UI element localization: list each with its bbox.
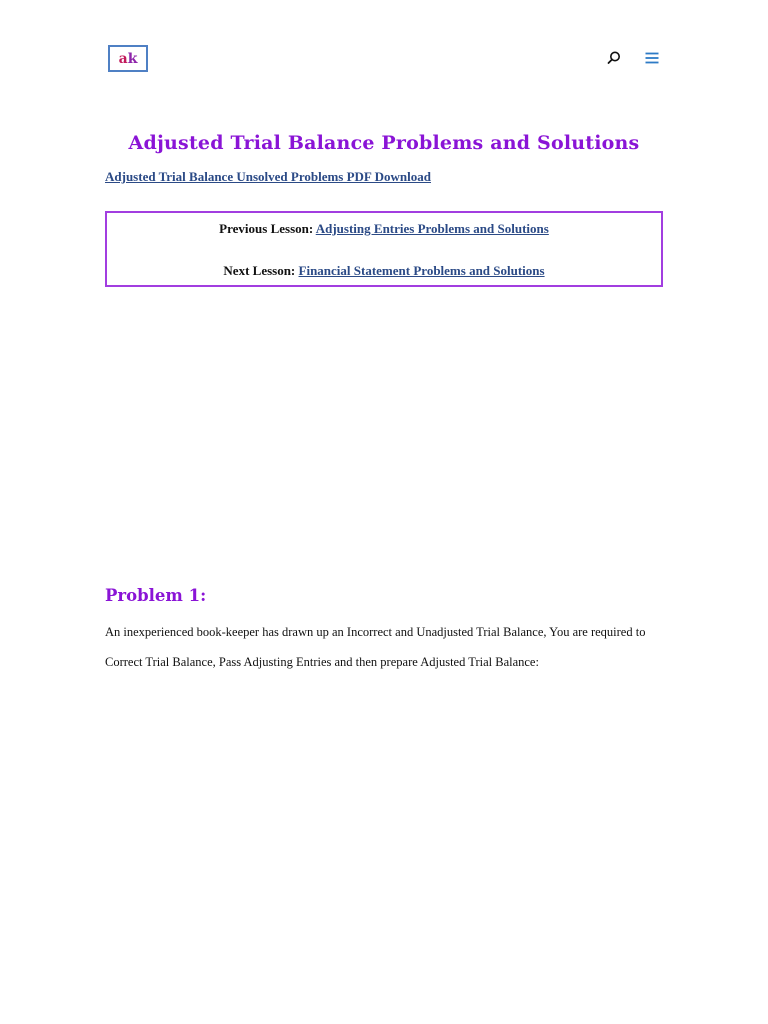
site-logo[interactable]	[108, 45, 148, 72]
previous-lesson-link[interactable]: Adjusting Entries Problems and Solutions	[315, 221, 549, 236]
page-title: Adjusted Trial Balance Problems and Solutions	[128, 132, 640, 154]
lesson-navigation-box	[105, 211, 663, 287]
next-lesson-label: Next Lesson:	[223, 263, 296, 278]
hamburger-menu-icon	[642, 48, 662, 68]
logo-letter-a: a	[118, 50, 128, 67]
site-header	[0, 0, 768, 110]
next-lesson-row	[107, 263, 661, 279]
problem-line-1: An inexperienced book-keeper has drawn up an Incorrect and Unadjusted Trial Balance, You are required to	[105, 625, 646, 639]
logo-letter-k: k	[127, 50, 138, 67]
search-button[interactable]	[604, 48, 624, 68]
blank-ad-space	[105, 300, 663, 560]
pdf-download-link[interactable]: Adjusted Trial Balance Unsolved Problems PDF Download	[105, 169, 431, 184]
menu-button[interactable]	[642, 48, 662, 68]
problem-description	[105, 617, 665, 677]
next-lesson-link[interactable]: Financial Statement Problems and Solutions	[298, 263, 545, 278]
problem-line-2: Correct Trial Balance, Pass Adjusting Entries and then prepare Adjusted Trial Balance:	[105, 655, 539, 669]
previous-lesson-label: Previous Lesson:	[219, 221, 314, 236]
search-icon	[604, 48, 624, 68]
problem-heading: Problem 1:	[105, 586, 207, 605]
previous-lesson-row	[107, 221, 661, 237]
